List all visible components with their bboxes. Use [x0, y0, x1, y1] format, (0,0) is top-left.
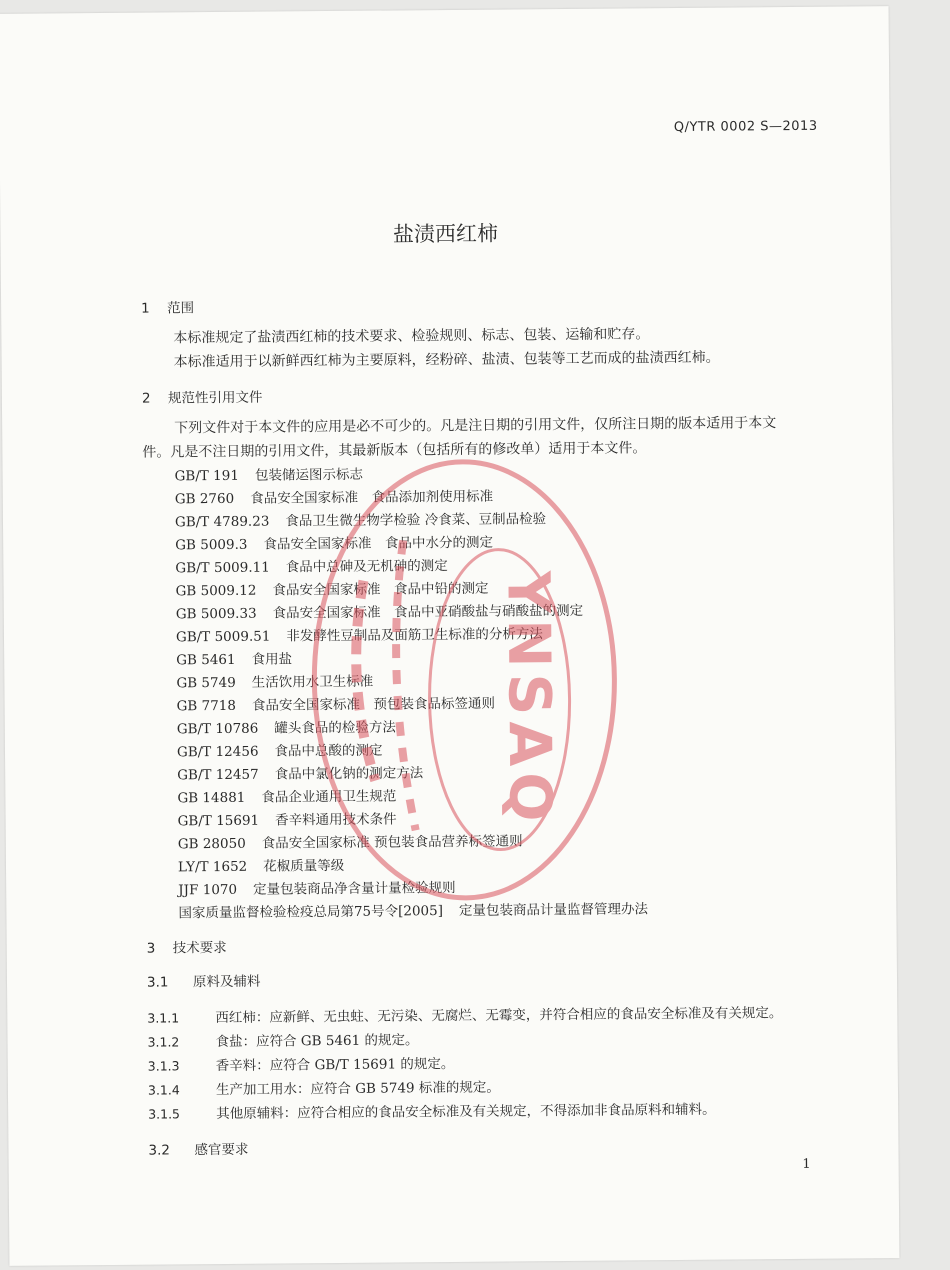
clause-item: 3.1.1 西红柿：应新鲜、无虫蛀、无污染、无腐烂、无霉变，并符合相应的食品安全标准及有关规定。: [147, 1005, 783, 1027]
section-3-1-heading: [147, 970, 261, 991]
section-number: 1: [141, 300, 150, 317]
document-title: 盐渍西红柿: [392, 221, 499, 247]
reference-item: GB/T 12456 食品中总酸的测定: [176, 742, 383, 761]
clause-item: 3.1.4 生产加工用水：应符合 GB 5749 标准的规定。: [147, 1079, 500, 1099]
reference-item: GB 5749 生活饮用水卫生标准: [176, 673, 374, 692]
page-number: 1: [802, 1156, 811, 1172]
section-number: 2: [141, 390, 151, 407]
reference-item: GB 5461 食用盐: [176, 651, 293, 669]
section-title: 范围: [167, 300, 195, 317]
reference-item: LY/T 1652 花椒质量等级: [177, 857, 345, 876]
reference-item: GB 5009.12 食品安全国家标准 食品中铅的测定: [175, 580, 489, 600]
section-number: 3.2: [148, 1142, 171, 1159]
reference-item: GB 2760 食品安全国家标准 食品添加剂使用标准: [174, 488, 494, 508]
section-1-heading: [141, 296, 194, 316]
svg-text:YNSAQ: YNSAQ: [494, 570, 565, 828]
section-2-paragraph-line-2: 件。凡是不注日期的引用文件，其最新版本（包括所有的修改单）适用于本文件。: [142, 440, 647, 461]
section-title: 原料及辅料: [192, 973, 261, 991]
reference-item: GB 14881 食品企业通用卫生规范: [177, 788, 397, 807]
section-3-2-heading: [148, 1138, 248, 1159]
section-title: 感官要求: [194, 1141, 249, 1159]
reference-item: GB/T 5009.51 非发酵性豆制品及面筋卫生标准的分析方法: [175, 626, 543, 646]
reference-item: 国家质量监督检验检疫总局第75号令[2005] 定量包装商品计量监督管理办法: [178, 901, 649, 922]
section-1-paragraph-1: 本标准规定了盐渍西红柿的技术要求、检验规则、标志、包装、运输和贮存。: [173, 326, 650, 347]
section-title: 规范性引用文件: [167, 389, 263, 407]
section-2-heading: [142, 386, 263, 407]
reference-item: GB/T 10786 罐头食品的检验方法: [176, 719, 396, 738]
reference-item: GB/T 5009.11 食品中总砷及无机砷的测定: [175, 558, 448, 577]
reference-item: GB 7718 食品安全国家标准 预包装食品标签通则: [176, 695, 496, 715]
section-3-heading: [147, 936, 227, 957]
section-number: 3: [146, 940, 156, 957]
clause-item: 3.1.3 香辛料：应符合 GB/T 15691 的规定。: [147, 1055, 455, 1075]
reference-item: GB/T 15691 香辛料通用技术条件: [177, 811, 397, 830]
reference-item: GB 5009.33 食品安全国家标准 食品中亚硝酸盐与硝酸盐的测定: [175, 602, 584, 623]
reference-item: JJF 1070 定量包装商品净含量计量检验规则: [178, 879, 456, 899]
document-code: Q/YTR 0002 S—2013: [673, 118, 818, 136]
reference-item: GB/T 4789.23 食品卫生微生物学检验 冷食菜、豆制品检验: [174, 511, 547, 531]
section-title: 技术要求: [172, 939, 227, 957]
clause-item: 3.1.2 食盐：应符合 GB 5461 的规定。: [147, 1032, 419, 1051]
clause-item: 3.1.5 其他原辅料：应符合相应的食品安全标准及有关规定，不得添加非食品原料和辅料。: [148, 1101, 716, 1123]
reference-item: GB/T 191 包装储运图示标志: [174, 466, 363, 485]
reference-item: GB 28050 食品安全国家标准 预包装食品营养标签通则: [177, 833, 523, 853]
reference-item: GB 5009.3 食品安全国家标准 食品中水分的测定: [175, 534, 493, 554]
section-number: 3.1: [146, 974, 169, 991]
section-1-paragraph-2: 本标准适用于以新鲜西红柿为主要原料，经粉碎、盐渍、包装等工艺而成的盐渍西红柿。: [173, 349, 720, 371]
document-page: [0, 6, 899, 1266]
section-2-paragraph-line-1: 下列文件对于本文件的应用是必不可少的。凡是注日期的引用文件，仅所注日期的版本适用于本文: [174, 415, 777, 437]
reference-item: GB/T 12457 食品中氯化钠的测定方法: [177, 765, 424, 784]
